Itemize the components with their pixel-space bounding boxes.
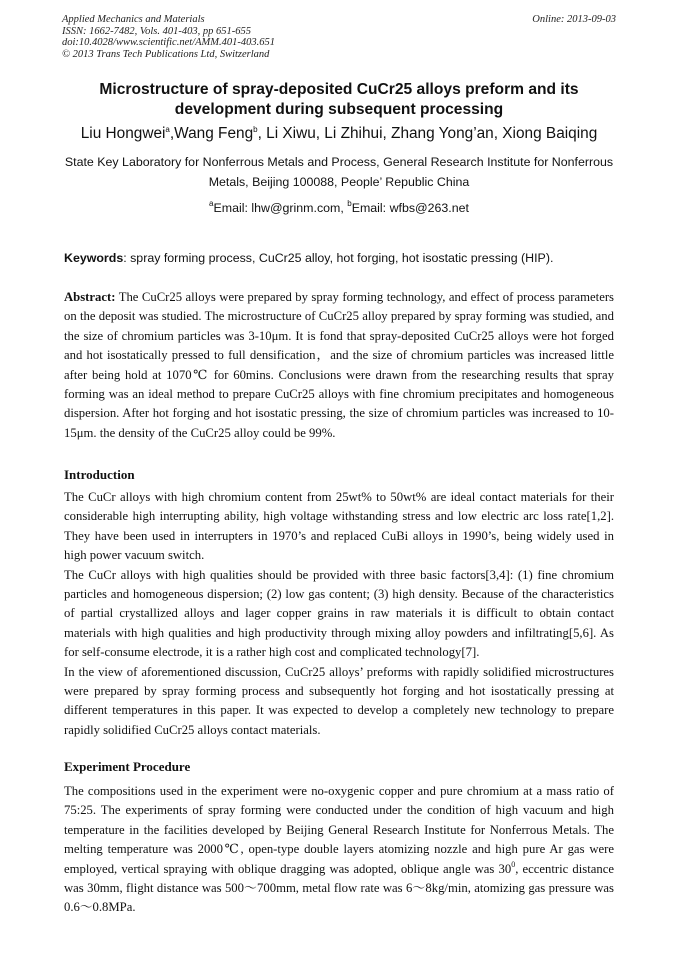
journal-name: Applied Mechanics and Materials [62, 14, 205, 25]
author-2: ,Wang Feng [169, 125, 254, 142]
doi-line: doi:10.4028/www.scientific.net/AMM.401-403.651 [62, 37, 275, 49]
experiment-body [64, 782, 614, 918]
abstract-label: Abstract: [64, 290, 116, 304]
keywords [64, 250, 618, 266]
introduction-paragraph: The CuCr alloys with high chromium content from 25wt% to 50wt% are ideal contact materials for their considerable high interrupting ability, high voltage withstanding stress and low electric arc loss rate[1,2]. They have been used in interrupters in 1970’s and replaced CuBi alloys in 1990’s, being widely used in high power vacuum switch. [64, 490, 614, 563]
email-b-superscript: b [347, 199, 352, 208]
affiliation: State Key Laboratory for Nonferrous Metals and Process, General Research Institute for Nonferrous Metals, Beijing 100088, People’ Republic China [64, 155, 614, 189]
email-a: Email: lhw@grinm.com, [213, 201, 348, 215]
paper-title: Microstructure of spray-deposited CuCr25 alloys preform and its development during subsequent processing [99, 81, 579, 118]
introduction-body [64, 488, 614, 740]
introduction-heading: Introduction [64, 467, 135, 482]
journal-header [62, 14, 616, 60]
email-line [62, 200, 616, 216]
abstract [64, 288, 614, 443]
introduction-paragraph: The CuCr alloys with high qualities should be provided with three basic factors[3,4]: (1) fine chromium particles and homogeneous dispersion; (2) low gas content; (3) high density. Because of the characteristics of partial crystallized alloys and lager copper grains in raw materials it is difficult to obtain contact materials with high qualities and high productivity through mixing alloy powders and infiltrating[5,6]. As for self-consume electrode, it is a rather high cost and complicated technology[7]. [64, 567, 614, 660]
introduction-paragraph: In the view of aforementioned discussion, CuCr25 alloys’ preforms with rapidly solidified microstructures were prepared by spray forming process and subsequently hot forging and hot isostatically pressing at different temperatures in this paper. It was expected to develop a completely new technology to prepare rapidly solidified CuCr25 alloys contact materials. [64, 664, 614, 737]
keywords-text: : spray forming process, CuCr25 alloy, hot forging, hot isostatic pressing (HIP). [123, 251, 554, 265]
email-a-superscript: a [209, 199, 214, 208]
author-1: Liu Hongwei [80, 125, 166, 142]
author-1-superscript: a [165, 125, 170, 134]
other-authors: , Li Xiwu, Li Zhihui, Zhang Yong’an, Xiong Baiqing [257, 125, 598, 142]
angle-superscript: 0 [511, 859, 516, 869]
experiment-text-continued: , eccentric distance was 30mm, flight distance was 500～700mm, metal flow rate was 6～8kg/min, atomizing gas pressure was 0.6～0.8MPa. [64, 861, 614, 915]
online-date: Online: 2013-09-03 [532, 14, 616, 25]
keywords-label: Keywords [64, 251, 124, 265]
author-2-superscript: b [253, 125, 258, 134]
experiment-paragraph [64, 782, 614, 918]
abstract-text: The CuCr25 alloys were prepared by spray forming technology, and effect of process parameters on the deposit was studied. The microstructure of CuCr25 alloy prepared by spray forming was studied, and the size of chromium particles was 3-10μm. It is fond that spray-deposited CuCr25 alloys were hot forged and hot isostatically pressed to full densification，and the size of chromium particles was increased little after being hold at 1070℃ for 60mins. Conclusions were drawn from the researching results that spray forming was an ideal method to prepare CuCr25 alloys with fine chromium precipitates and homogeneous dispersion. After hot forging and hot isostatic pressing, the size of chromium particles was increased to 10-15μm. the density of the CuCr25 alloy could be 99%. [64, 290, 614, 440]
experiment-heading: Experiment Procedure [64, 759, 191, 774]
experiment-text: The compositions used in the experiment were no-oxygenic copper and pure chromium at a mass ratio of 75:25. The experiments of spray forming were conducted under the condition of high vacuum and high temperature in the facilities developed by Beijing General Research Institute for Nonferrous Metals. The melting temperature was 2000℃, open-type double layers atomizing nozzle and high pure Ar gas were employed, vertical spraying with oblique dragging was adopted, oblique angle was 30 [64, 784, 614, 876]
copyright-line: © 2013 Trans Tech Publications Ltd, Switzerland [62, 48, 270, 60]
issn-line: ISSN: 1662-7482, Vols. 401-403, pp 651-655 [62, 25, 251, 37]
email-b: Email: wfbs@263.net [351, 201, 469, 215]
author-list [40, 124, 638, 144]
